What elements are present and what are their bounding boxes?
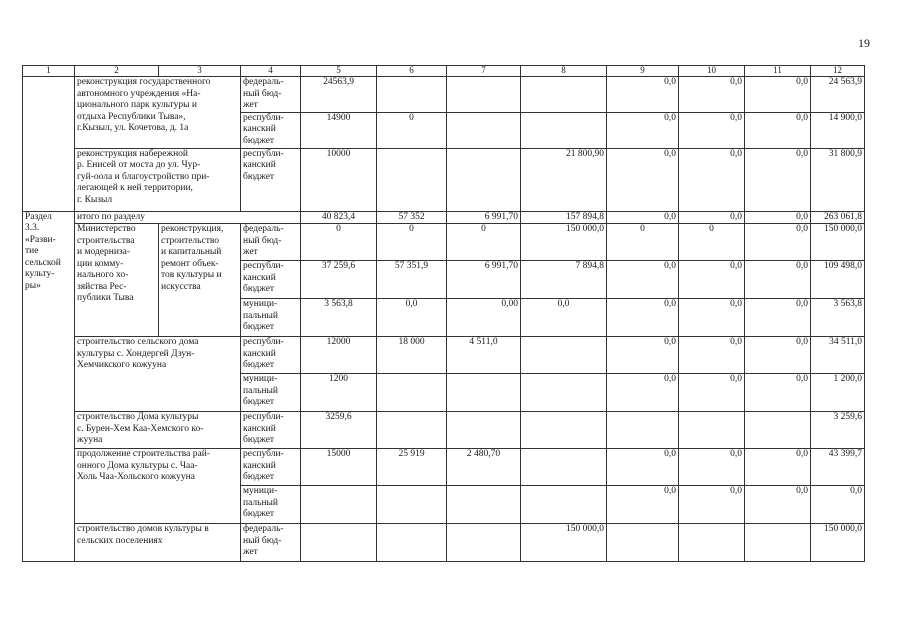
funding-source: федераль- ный бюд- жет xyxy=(241,524,301,562)
value-cell: 37 259,6 xyxy=(301,261,377,299)
value-cell: 0 xyxy=(301,224,377,261)
value-cell: 3 259,6 xyxy=(811,412,865,449)
value-cell: 0,0 xyxy=(745,486,811,524)
value-cell: 150 000,0 xyxy=(521,524,607,562)
value-cell xyxy=(447,77,521,113)
funding-source: муници- пальный бюджет xyxy=(241,374,301,412)
header-cell: 12 xyxy=(811,66,865,77)
measure-description: строительство домов культуры в сельских поселениях xyxy=(75,524,241,562)
value-cell: 0,0 xyxy=(607,211,679,224)
funding-source: федераль- ный бюд- жет xyxy=(241,224,301,261)
value-cell: 0,0 xyxy=(377,299,447,337)
value-cell: 0,0 xyxy=(745,148,811,211)
value-cell: 31 800,9 xyxy=(811,148,865,211)
funding-source: республи- канский бюджет xyxy=(241,337,301,374)
value-cell: 43 399,7 xyxy=(811,449,865,486)
value-cell: 3 563,8 xyxy=(301,299,377,337)
value-cell xyxy=(377,524,447,562)
value-cell: 0,0 xyxy=(607,299,679,337)
value-cell: 0,0 xyxy=(745,374,811,412)
value-cell xyxy=(521,486,607,524)
table-row xyxy=(23,337,865,374)
header-cell: 7 xyxy=(447,66,521,77)
value-cell xyxy=(521,77,607,113)
value-cell: 109 498,0 xyxy=(811,261,865,299)
section-label: Раздел 3.3. «Разви- тие сельской культу- ры» xyxy=(23,211,75,562)
value-cell: 150 000,0 xyxy=(811,224,865,261)
funding-source: республи- канский бюджет xyxy=(241,261,301,299)
funding-source: республи- канский бюджет xyxy=(241,148,301,211)
value-cell: 0 xyxy=(377,112,447,148)
value-cell: 0,0 xyxy=(679,261,745,299)
header-cell: 11 xyxy=(745,66,811,77)
value-cell: 0,0 xyxy=(607,337,679,374)
value-cell xyxy=(745,412,811,449)
funding-source: республи- канский бюджет xyxy=(241,112,301,148)
header-cell: 3 xyxy=(159,66,241,77)
value-cell: 0,0 xyxy=(745,299,811,337)
value-cell: 0,0 xyxy=(607,112,679,148)
value-cell xyxy=(447,486,521,524)
value-cell xyxy=(521,449,607,486)
header-cell: 9 xyxy=(607,66,679,77)
executor-cell: Министерство строительства и модерниза- ции комму- нального хо- зяйства Рес- публики Тыва xyxy=(75,224,159,337)
value-cell: 0,0 xyxy=(811,486,865,524)
value-cell: 0,0 xyxy=(745,224,811,261)
header-cell: 8 xyxy=(521,66,607,77)
value-cell: 0,0 xyxy=(607,148,679,211)
funding-source: муници- пальный бюджет xyxy=(241,486,301,524)
value-cell xyxy=(521,412,607,449)
value-cell xyxy=(745,524,811,562)
value-cell: 34 511,0 xyxy=(811,337,865,374)
header-row xyxy=(23,66,865,77)
header-cell: 1 xyxy=(23,66,75,77)
measure-description: строительство Дома культуры с. Бурен-Хем Каа-Хемского ко- жууна xyxy=(75,412,241,449)
value-cell: 0,0 xyxy=(607,449,679,486)
value-cell: 6 991,70 xyxy=(447,261,521,299)
value-cell: 21 800,90 xyxy=(521,148,607,211)
header-cell: 2 xyxy=(75,66,159,77)
value-cell: 15000 xyxy=(301,449,377,486)
value-cell: 3 563,8 xyxy=(811,299,865,337)
value-cell: 0,0 xyxy=(679,449,745,486)
value-cell: 0,0 xyxy=(745,337,811,374)
section-total-row xyxy=(23,211,865,224)
value-cell: 0 xyxy=(447,224,521,261)
value-cell: 0,0 xyxy=(745,449,811,486)
empty-section-cell xyxy=(23,77,75,212)
total-label: итого по разделу xyxy=(75,211,301,224)
header-cell: 6 xyxy=(377,66,447,77)
value-cell: 0,0 xyxy=(607,486,679,524)
measure-description: строительство сельского дома культуры с. Хондергей Дзун- Хемчикского кожууна xyxy=(75,337,241,412)
measure-description: реконструкция государственного автономного учреждения «На- ционального парк культуры и отдыха Республики Тыва», г.Кызыл, ул. Кочетова, д. 1а xyxy=(75,77,241,149)
value-cell: 14 900,0 xyxy=(811,112,865,148)
value-cell: 18 000 xyxy=(377,337,447,374)
value-cell: 0,0 xyxy=(679,148,745,211)
value-cell xyxy=(679,524,745,562)
value-cell: 57 352 xyxy=(377,211,447,224)
funding-source: муници- пальный бюджет xyxy=(241,299,301,337)
value-cell: 3259,6 xyxy=(301,412,377,449)
value-cell xyxy=(447,524,521,562)
value-cell: 0,0 xyxy=(745,211,811,224)
value-cell: 14900 xyxy=(301,112,377,148)
value-cell xyxy=(521,112,607,148)
value-cell: 57 351,9 xyxy=(377,261,447,299)
value-cell: 0,0 xyxy=(679,211,745,224)
value-cell: 0,0 xyxy=(679,77,745,113)
value-cell xyxy=(521,337,607,374)
table-row xyxy=(23,148,865,211)
value-cell: 0,00 xyxy=(447,299,521,337)
value-cell xyxy=(521,374,607,412)
value-cell: 0,0 xyxy=(607,374,679,412)
value-cell: 6 991,70 xyxy=(447,211,521,224)
value-cell xyxy=(301,486,377,524)
value-cell: 0,0 xyxy=(679,299,745,337)
value-cell: 0,0 xyxy=(679,112,745,148)
value-cell: 150 000,0 xyxy=(521,224,607,261)
table-row xyxy=(23,224,865,261)
value-cell: 40 823,4 xyxy=(301,211,377,224)
measure-description: продолжение строительства рай- онного Дома культуры с. Чаа- Холь Чаа-Хольского кожууна xyxy=(75,449,241,524)
value-cell: 157 894,8 xyxy=(521,211,607,224)
table-row xyxy=(23,412,865,449)
table-row xyxy=(23,449,865,486)
value-cell: 0 xyxy=(607,224,679,261)
value-cell: 25 919 xyxy=(377,449,447,486)
value-cell: 0,0 xyxy=(607,261,679,299)
table-row xyxy=(23,77,865,113)
value-cell xyxy=(447,148,521,211)
value-cell: 0,0 xyxy=(679,337,745,374)
value-cell xyxy=(607,524,679,562)
value-cell xyxy=(377,412,447,449)
funding-source: республи- канский бюджет xyxy=(241,412,301,449)
value-cell: 2 480,70 xyxy=(447,449,521,486)
value-cell: 0,0 xyxy=(745,77,811,113)
value-cell: 0,0 xyxy=(679,374,745,412)
value-cell xyxy=(377,374,447,412)
value-cell: 1200 xyxy=(301,374,377,412)
value-cell xyxy=(301,524,377,562)
value-cell: 150 000,0 xyxy=(811,524,865,562)
value-cell xyxy=(447,112,521,148)
value-cell: 0 xyxy=(679,224,745,261)
value-cell: 24563,9 xyxy=(301,77,377,113)
value-cell: 0,0 xyxy=(745,261,811,299)
value-cell: 1 200,0 xyxy=(811,374,865,412)
header-cell: 4 xyxy=(241,66,301,77)
value-cell xyxy=(447,374,521,412)
funding-source: федераль- ный бюд- жет xyxy=(241,77,301,113)
value-cell xyxy=(377,486,447,524)
value-cell: 12000 xyxy=(301,337,377,374)
value-cell xyxy=(447,412,521,449)
value-cell: 0 xyxy=(377,224,447,261)
value-cell: 10000 xyxy=(301,148,377,211)
measure-description: реконструкция набережной р. Енисей от моста до ул. Чур- гуй-оола и благоустройство при- легающей к ней территории, г. Кызыл xyxy=(75,148,241,211)
direction-cell: реконструкция, строительство и капитальный ремонт объек- тов культуры и искусства xyxy=(159,224,241,337)
value-cell: 4 511,0 xyxy=(447,337,521,374)
value-cell xyxy=(377,77,447,113)
value-cell: 263 061,8 xyxy=(811,211,865,224)
value-cell: 0,0 xyxy=(521,299,607,337)
page-number: 19 xyxy=(858,36,870,50)
budget-table xyxy=(22,65,865,562)
value-cell: 0,0 xyxy=(745,112,811,148)
value-cell: 24 563,9 xyxy=(811,77,865,113)
table-row xyxy=(23,524,865,562)
header-cell: 10 xyxy=(679,66,745,77)
funding-source: республи- канский бюджет xyxy=(241,449,301,486)
value-cell xyxy=(607,412,679,449)
value-cell xyxy=(679,412,745,449)
value-cell: 0,0 xyxy=(679,486,745,524)
value-cell: 0,0 xyxy=(607,77,679,113)
value-cell: 7 894,8 xyxy=(521,261,607,299)
value-cell xyxy=(377,148,447,211)
header-cell: 5 xyxy=(301,66,377,77)
